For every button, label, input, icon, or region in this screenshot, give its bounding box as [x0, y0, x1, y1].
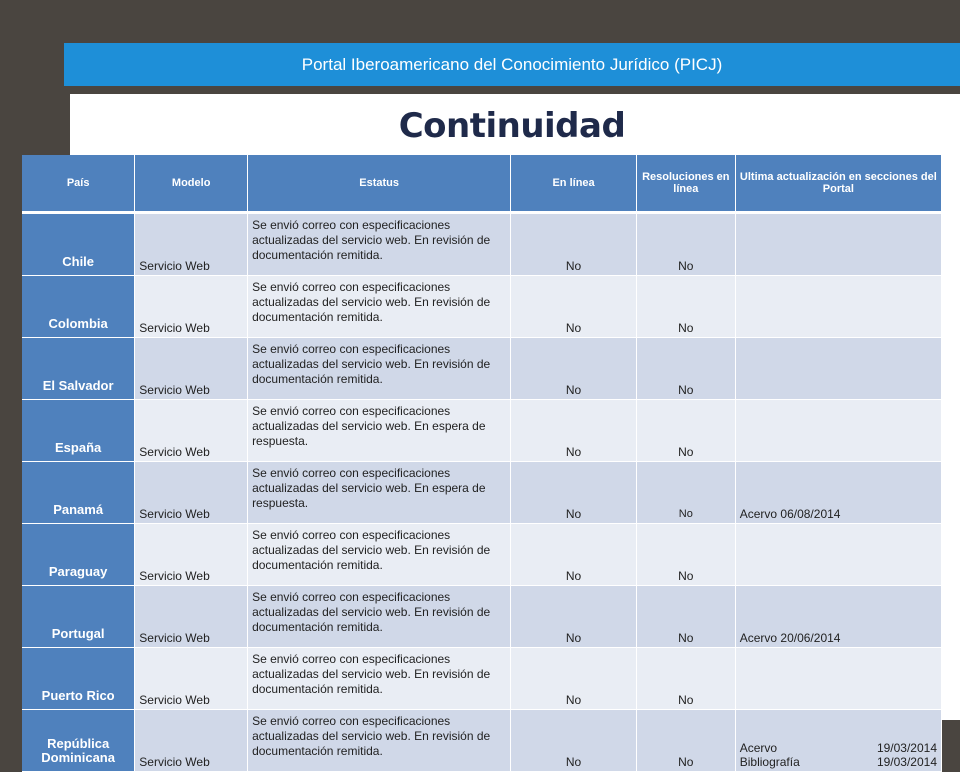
cell-actualizacion: Acervo 20/06/2014: [735, 586, 941, 648]
cell-pais: Colombia: [22, 276, 135, 338]
cell-estatus: Se envió correo con especificaciones actualizadas del servicio web. En revisión de documentación remitida.: [248, 586, 511, 648]
header-pais: País: [22, 155, 135, 213]
header-resoluciones: Resoluciones en línea: [636, 155, 735, 213]
cell-resoluciones: No: [636, 213, 735, 276]
cell-estatus: Se envió correo con especificaciones actualizadas del servicio web. En revisión de documentación remitida.: [248, 710, 511, 772]
table-row: [22, 462, 942, 524]
continuity-table: [22, 155, 942, 772]
portal-banner: Portal Iberoamericano del Conocimiento Jurídico (PICJ): [64, 43, 960, 86]
table-row: [22, 400, 942, 462]
table-row: [22, 276, 942, 338]
cell-en-linea: No: [511, 648, 637, 710]
cell-actualizacion: [735, 710, 941, 772]
cell-resoluciones: No: [636, 462, 735, 524]
table-row: [22, 524, 942, 586]
cell-resoluciones: No: [636, 276, 735, 338]
cell-pais: El Salvador: [22, 338, 135, 400]
cell-en-linea: No: [511, 213, 637, 276]
header-actualizacion: Ultima actualización en secciones del Portal: [735, 155, 941, 213]
table-row: [22, 213, 942, 276]
actualizacion-line: [740, 755, 937, 769]
cell-actualizacion: [735, 213, 941, 276]
cell-pais: Paraguay: [22, 524, 135, 586]
cell-actualizacion: [735, 276, 941, 338]
cell-actualizacion: [735, 648, 941, 710]
cell-en-linea: No: [511, 276, 637, 338]
cell-en-linea: No: [511, 524, 637, 586]
cell-estatus: Se envió correo con especificaciones actualizadas del servicio web. En espera de respuesta.: [248, 462, 511, 524]
banner-shadow: [64, 86, 960, 94]
cell-modelo: Servicio Web: [135, 400, 248, 462]
cell-estatus: Se envió correo con especificaciones actualizadas del servicio web. En espera de respuesta.: [248, 400, 511, 462]
cell-resoluciones: No: [636, 586, 735, 648]
cell-en-linea: No: [511, 462, 637, 524]
cell-estatus: Se envió correo con especificaciones actualizadas del servicio web. En revisión de documentación remitida.: [248, 338, 511, 400]
table-row: [22, 710, 942, 772]
table-row: [22, 338, 942, 400]
cell-pais: República Dominicana: [22, 710, 135, 772]
cell-modelo: Servicio Web: [135, 213, 248, 276]
header-en-linea: En línea: [511, 155, 637, 213]
cell-pais: Puerto Rico: [22, 648, 135, 710]
act-label: Acervo: [739, 741, 778, 755]
cell-modelo: Servicio Web: [135, 648, 248, 710]
cell-en-linea: No: [511, 710, 637, 772]
cell-pais: Panamá: [22, 462, 135, 524]
cell-estatus: Se envió correo con especificaciones actualizadas del servicio web. En revisión de documentación remitida.: [248, 648, 511, 710]
cell-resoluciones: No: [636, 338, 735, 400]
cell-actualizacion: Acervo 06/08/2014: [735, 462, 941, 524]
table-header-row: [22, 155, 942, 213]
act-date: 19/03/2014: [876, 741, 937, 755]
act-label: Bibliografía: [739, 755, 800, 769]
cell-modelo: Servicio Web: [135, 462, 248, 524]
cell-actualizacion: [735, 338, 941, 400]
cell-en-linea: No: [511, 400, 637, 462]
cell-en-linea: No: [511, 586, 637, 648]
cell-resoluciones: No: [636, 710, 735, 772]
page-title: Continuidad: [398, 106, 626, 146]
cell-modelo: Servicio Web: [135, 524, 248, 586]
header-estatus: Estatus: [248, 155, 511, 213]
cell-modelo: Servicio Web: [135, 338, 248, 400]
cell-modelo: Servicio Web: [135, 710, 248, 772]
cell-modelo: Servicio Web: [135, 276, 248, 338]
cell-estatus: Se envió correo con especificaciones actualizadas del servicio web. En revisión de documentación remitida.: [248, 276, 511, 338]
header-modelo: Modelo: [135, 155, 248, 213]
cell-resoluciones: No: [636, 648, 735, 710]
cell-resoluciones: No: [636, 400, 735, 462]
table-row: [22, 586, 942, 648]
cell-estatus: Se envió correo con especificaciones actualizadas del servicio web. En revisión de documentación remitida.: [248, 524, 511, 586]
cell-actualizacion: [735, 524, 941, 586]
act-date: 19/03/2014: [876, 755, 937, 769]
actualizacion-line: [740, 741, 937, 755]
cell-pais: Chile: [22, 213, 135, 276]
cell-resoluciones: No: [636, 524, 735, 586]
cell-actualizacion: [735, 400, 941, 462]
cell-modelo: Servicio Web: [135, 586, 248, 648]
table-row: [22, 648, 942, 710]
cell-en-linea: No: [511, 338, 637, 400]
cell-pais: Portugal: [22, 586, 135, 648]
cell-estatus: Se envió correo con especificaciones actualizadas del servicio web. En revisión de documentación remitida.: [248, 213, 511, 276]
cell-pais: España: [22, 400, 135, 462]
